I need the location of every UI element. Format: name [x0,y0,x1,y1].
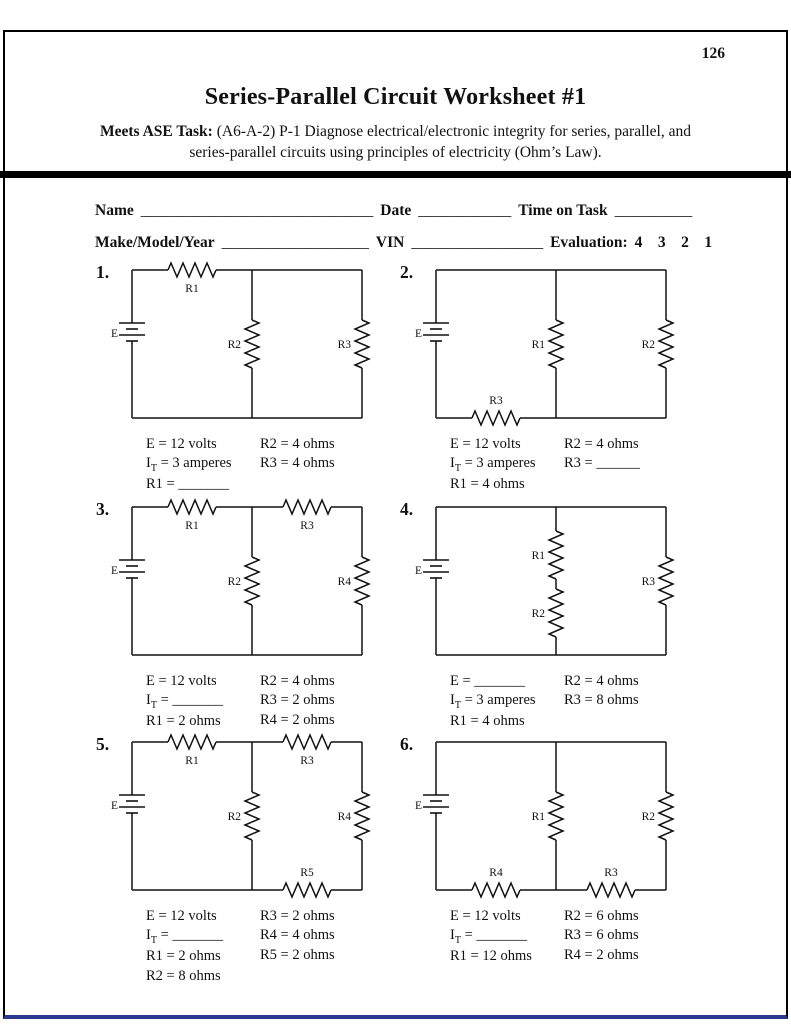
problem-4-number: 4. [400,499,414,519]
spec-voltage: E = 12 volts [146,436,217,452]
problem-2 [392,258,694,495]
ase-task-line1 [40,122,751,143]
resistor-r1 [168,500,216,514]
resistor-label-r1: R1 [185,283,199,295]
name-label: Name [95,202,134,219]
spec-resistor: R3 = 2 ohms [260,692,335,709]
problem-4 [392,495,694,732]
resistor-label-r2: R2 [531,608,545,620]
spec-resistor: R1 = 4 ohms [450,476,525,493]
resistor-label-r1: R1 [185,520,199,532]
resistor-label-r2: R2 [227,339,241,351]
spec-voltage: E = _______ [450,673,526,689]
vin-label: VIN [375,234,405,251]
battery-label: E [414,565,422,577]
spec-voltage: E = 12 volts [450,908,521,924]
resistor-label-r3: R3 [337,339,351,351]
resistor-r3 [472,411,520,425]
spec-voltage: E = 12 volts [146,908,217,924]
spec-resistor: R1 = 4 ohms [450,713,525,730]
resistor-r1 [168,263,216,277]
battery-label: E [110,565,118,577]
battery-icon [423,323,449,341]
make-model-year-label: Make/Model/Year [95,234,215,251]
spec-resistor: R4 = 4 ohms [260,927,335,944]
problem-4-specs [450,672,694,732]
battery-icon [423,795,449,813]
battery-label: E [110,328,118,340]
ase-task-text: (A6-A-2) P-1 Diagnose electrical/electronic integrity for series, parallel, and [212,123,691,140]
spec-resistor: R4 = 2 ohms [564,946,639,963]
problem-1-number: 1. [96,262,110,282]
resistor-r2 [245,557,259,605]
spec-resistor: R2 = 6 ohms [564,908,639,924]
resistor-label-r1: R1 [531,550,545,562]
battery-icon [119,560,145,578]
spec-voltage: E = 12 volts [450,436,521,452]
problem-5-specs [146,907,390,986]
circuit-diagram-5 [100,730,380,905]
form-row-name [95,202,741,220]
resistor-r4 [355,557,369,605]
spec-resistor: R3 = 4 ohms [260,455,335,472]
ase-task [40,122,751,164]
evaluation-values: 4 3 2 1 [634,234,713,251]
resistor-r1 [549,792,563,840]
circuit-wires [132,507,362,655]
battery-label: E [414,800,422,812]
battery-label: E [110,800,118,812]
resistor-label-r3: R3 [300,755,314,767]
battery-icon [119,323,145,341]
battery-icon [119,795,145,813]
resistor-label-r2: R2 [227,576,241,588]
circuit-diagram-6 [404,730,684,905]
resistor-label-r2: R2 [227,811,241,823]
resistor-label-r1: R1 [531,339,545,351]
spec-resistor: R1 = 2 ohms [146,948,221,965]
page-title: Series-Parallel Circuit Worksheet #1 [204,84,587,110]
resistor-r3 [283,500,331,514]
spec-resistor: R2 = 4 ohms [564,673,639,689]
problem-3-specs [146,672,390,732]
problem-6-number: 6. [400,734,414,754]
circuit-diagram-4 [404,495,684,670]
problem-1-specs [146,435,390,495]
circuit-diagram-3 [100,495,380,670]
resistor-r2 [549,589,563,637]
resistor-label-r3: R3 [300,520,314,532]
resistor-label-r5: R5 [300,867,314,879]
name-blank: ______________________________ [140,202,374,219]
spec-current: $I_T = 3$ amperes [450,692,536,712]
problem-6 [392,730,694,967]
resistor-r2 [245,320,259,368]
spec-current: $I_T$ = _______ [146,927,224,947]
evaluation-label: Evaluation: [550,234,628,251]
spec-current: $I_T = 3$ amperes [146,455,232,475]
resistor-r2 [659,320,673,368]
spec-current: $I_T$ = _______ [450,927,528,947]
problem-2-number: 2. [400,262,414,282]
resistor-r5 [283,883,331,897]
resistor-label-r1: R1 [185,755,199,767]
spec-current: $I_T$ = _______ [146,692,224,712]
date-label: Date [380,202,412,219]
spec-resistor: R2 = 4 ohms [260,436,335,452]
spec-resistor: R3 = ______ [564,455,640,472]
spec-voltage: E = 12 volts [146,673,217,689]
time-on-task-blank: __________ [614,202,693,219]
resistor-r3 [659,557,673,605]
make-model-year-blank: ___________________ [221,234,369,251]
resistor-r2 [659,792,673,840]
circuit-wires [436,270,666,418]
spec-resistor: R3 = 2 ohms [260,908,335,924]
resistor-r2 [245,792,259,840]
circuit-wires [132,270,362,418]
resistor-r1 [549,320,563,368]
ase-task-line2: series-parallel circuits using principles of electricity (Ohm’s Law). [189,143,602,161]
spec-resistor: R1 = 12 ohms [450,948,532,965]
circuit-diagram-2 [404,258,684,433]
resistor-r3 [283,735,331,749]
date-blank: ____________ [418,202,512,219]
spec-resistor: R2 = 4 ohms [564,436,639,452]
spec-resistor: R2 = 8 ohms [146,967,221,984]
spec-resistor: R5 = 2 ohms [260,946,335,963]
vin-blank: _________________ [411,234,544,251]
resistor-label-r3: R3 [604,867,618,879]
spec-resistor: R4 = 2 ohms [260,711,335,728]
spec-current: $I_T = 3$ amperes [450,455,536,475]
resistor-label-r3: R3 [641,576,655,588]
circuit-wires [132,742,362,890]
resistor-r4 [355,792,369,840]
time-on-task-label: Time on Task [518,202,608,219]
resistor-label-r1: R1 [531,811,545,823]
circuit-diagram-1 [100,258,380,433]
resistor-label-r2: R2 [641,811,655,823]
problem-5-number: 5. [96,734,110,754]
resistor-r3 [355,320,369,368]
resistor-r1 [168,735,216,749]
spec-resistor: R1 = 2 ohms [146,713,221,730]
resistor-label-r4: R4 [489,867,503,879]
spec-resistor: R3 = 6 ohms [564,927,639,944]
problem-3 [88,495,390,732]
problem-3-number: 3. [96,499,110,519]
resistor-label-r3: R3 [489,395,503,407]
battery-icon [423,560,449,578]
resistor-label-r4: R4 [337,576,351,588]
page-number: 126 [701,45,725,62]
spec-resistor: R3 = 8 ohms [564,692,639,709]
problem-2-specs [450,435,694,495]
spec-resistor: R1 = _______ [146,476,230,493]
resistor-r1 [549,531,563,579]
problem-6-specs [450,907,694,967]
circuit-wires [436,742,666,890]
problem-5 [88,730,390,986]
resistor-r3 [587,883,635,897]
resistor-r4 [472,883,520,897]
battery-label: E [414,328,422,340]
resistor-label-r2: R2 [641,339,655,351]
form-row-vehicle [95,234,741,252]
resistor-label-r4: R4 [337,811,351,823]
problem-1 [88,258,390,495]
divider-rule [0,171,791,178]
spec-resistor: R2 = 4 ohms [260,673,335,689]
ase-task-label: Meets ASE Task: [100,123,213,140]
